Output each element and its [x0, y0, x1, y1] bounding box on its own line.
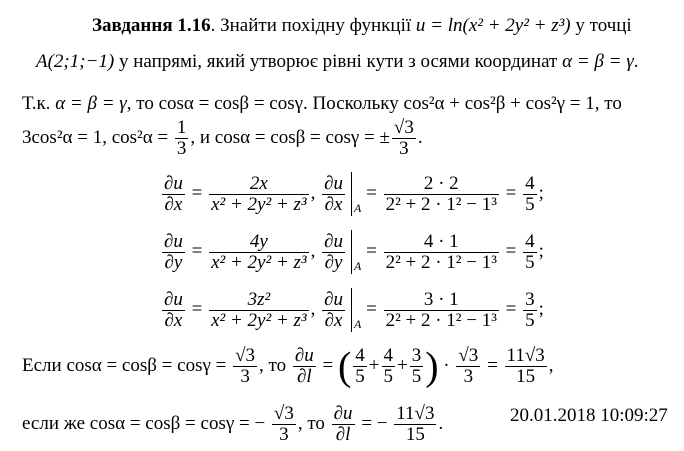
case-positive: Если cosα = cosβ = cosγ = $\frac{√3}{3}$ , то $\frac{\partial u}{\partial l}$ = ( $\frac{4}{5}$ + $\frac{4}{5}$ + $\frac{3}{5}$ ) · $\frac{√3}{3}$ = $\frac{11√3}{15}$ ,	[22, 343, 554, 389]
task-function: u = ln(x² + 2y² + z³)	[415, 15, 571, 36]
sol2-end: .	[417, 126, 423, 148]
task-text-2: у точці	[570, 15, 632, 36]
solution-line-1	[22, 92, 622, 116]
sol-text-g: , то	[594, 93, 622, 114]
derivative-row-y: $\frac{\partial u}{\partial y}$ = $\frac{4y}{\text{x² + 2y² + z³}}$ , $\frac{\partial u}{\partial y}$ $_A$ = $\frac{4 \cdot 1}{\text{2² + 2 · 1² − 1³}}$ = $\frac{4}{5}$ ;	[164, 230, 544, 274]
task-title: Завдання 1.16	[92, 15, 211, 36]
sol-text-d: cosα = cosβ = cosγ	[158, 93, 304, 114]
timestamp: 20.01.2018 10:09:27	[510, 405, 668, 426]
task-line-2	[36, 50, 638, 74]
fraction-sqrt3-3: $\frac{√3}{3}$	[393, 117, 414, 159]
task-text-3: у напрямі, який утворює рівні кути з осями координат	[114, 51, 563, 72]
sol-text-f: cos²α + cos²β + cos²γ = 1	[403, 93, 595, 114]
derivative-row-z: $\frac{\partial u}{\partial x}$ = $\frac{\text{3z²}}{\text{x² + 2y² + z³}}$ , $\frac{\partial u}{\partial x}$ $_A$ = $\frac{3 \cdot 1}{\text{2² + 2 · 1² − 1³}}$ = $\frac{3}{5}$ ;	[164, 288, 544, 332]
sol-text-b: α = β = γ	[55, 93, 127, 114]
sol-text-a: Т.к.	[22, 93, 56, 114]
case-negative: если же cosα = cosβ = cosγ = − $\frac{√3}{3}$ , то $\frac{\partial u}{\partial l}$ = − $\frac{11√3}{15}$ .	[22, 403, 444, 445]
sol-text-c: , то	[126, 93, 159, 114]
task-line-1	[92, 14, 632, 38]
derivative-row-x: $\frac{\partial u}{\partial x}$ = $\frac{2x}{\text{x² + 2y² + z³}}$ , $\frac{\partial u}{\partial x}$ $_A$ = $\frac{2 \cdot 2}{\text{2² + 2 · 1² − 1³}}$ = $\frac{4}{5}$ ;	[164, 172, 544, 216]
task-end: .	[633, 51, 639, 72]
fraction-one-third: $\frac{1}{3}$	[176, 117, 187, 159]
task-point: A(2;1;−1)	[36, 51, 115, 72]
sol2-text-a: 3cos²α = 1, cos²α =	[22, 126, 169, 148]
sol2-text-b: , и cosα = cosβ = cosγ = ±	[190, 126, 390, 148]
task-angles: α = β = γ	[562, 51, 634, 72]
solution-line-2	[22, 118, 423, 159]
task-text-1: . Знайти похідну функції	[210, 15, 416, 36]
sol-text-e: . Поскольку	[303, 93, 404, 114]
